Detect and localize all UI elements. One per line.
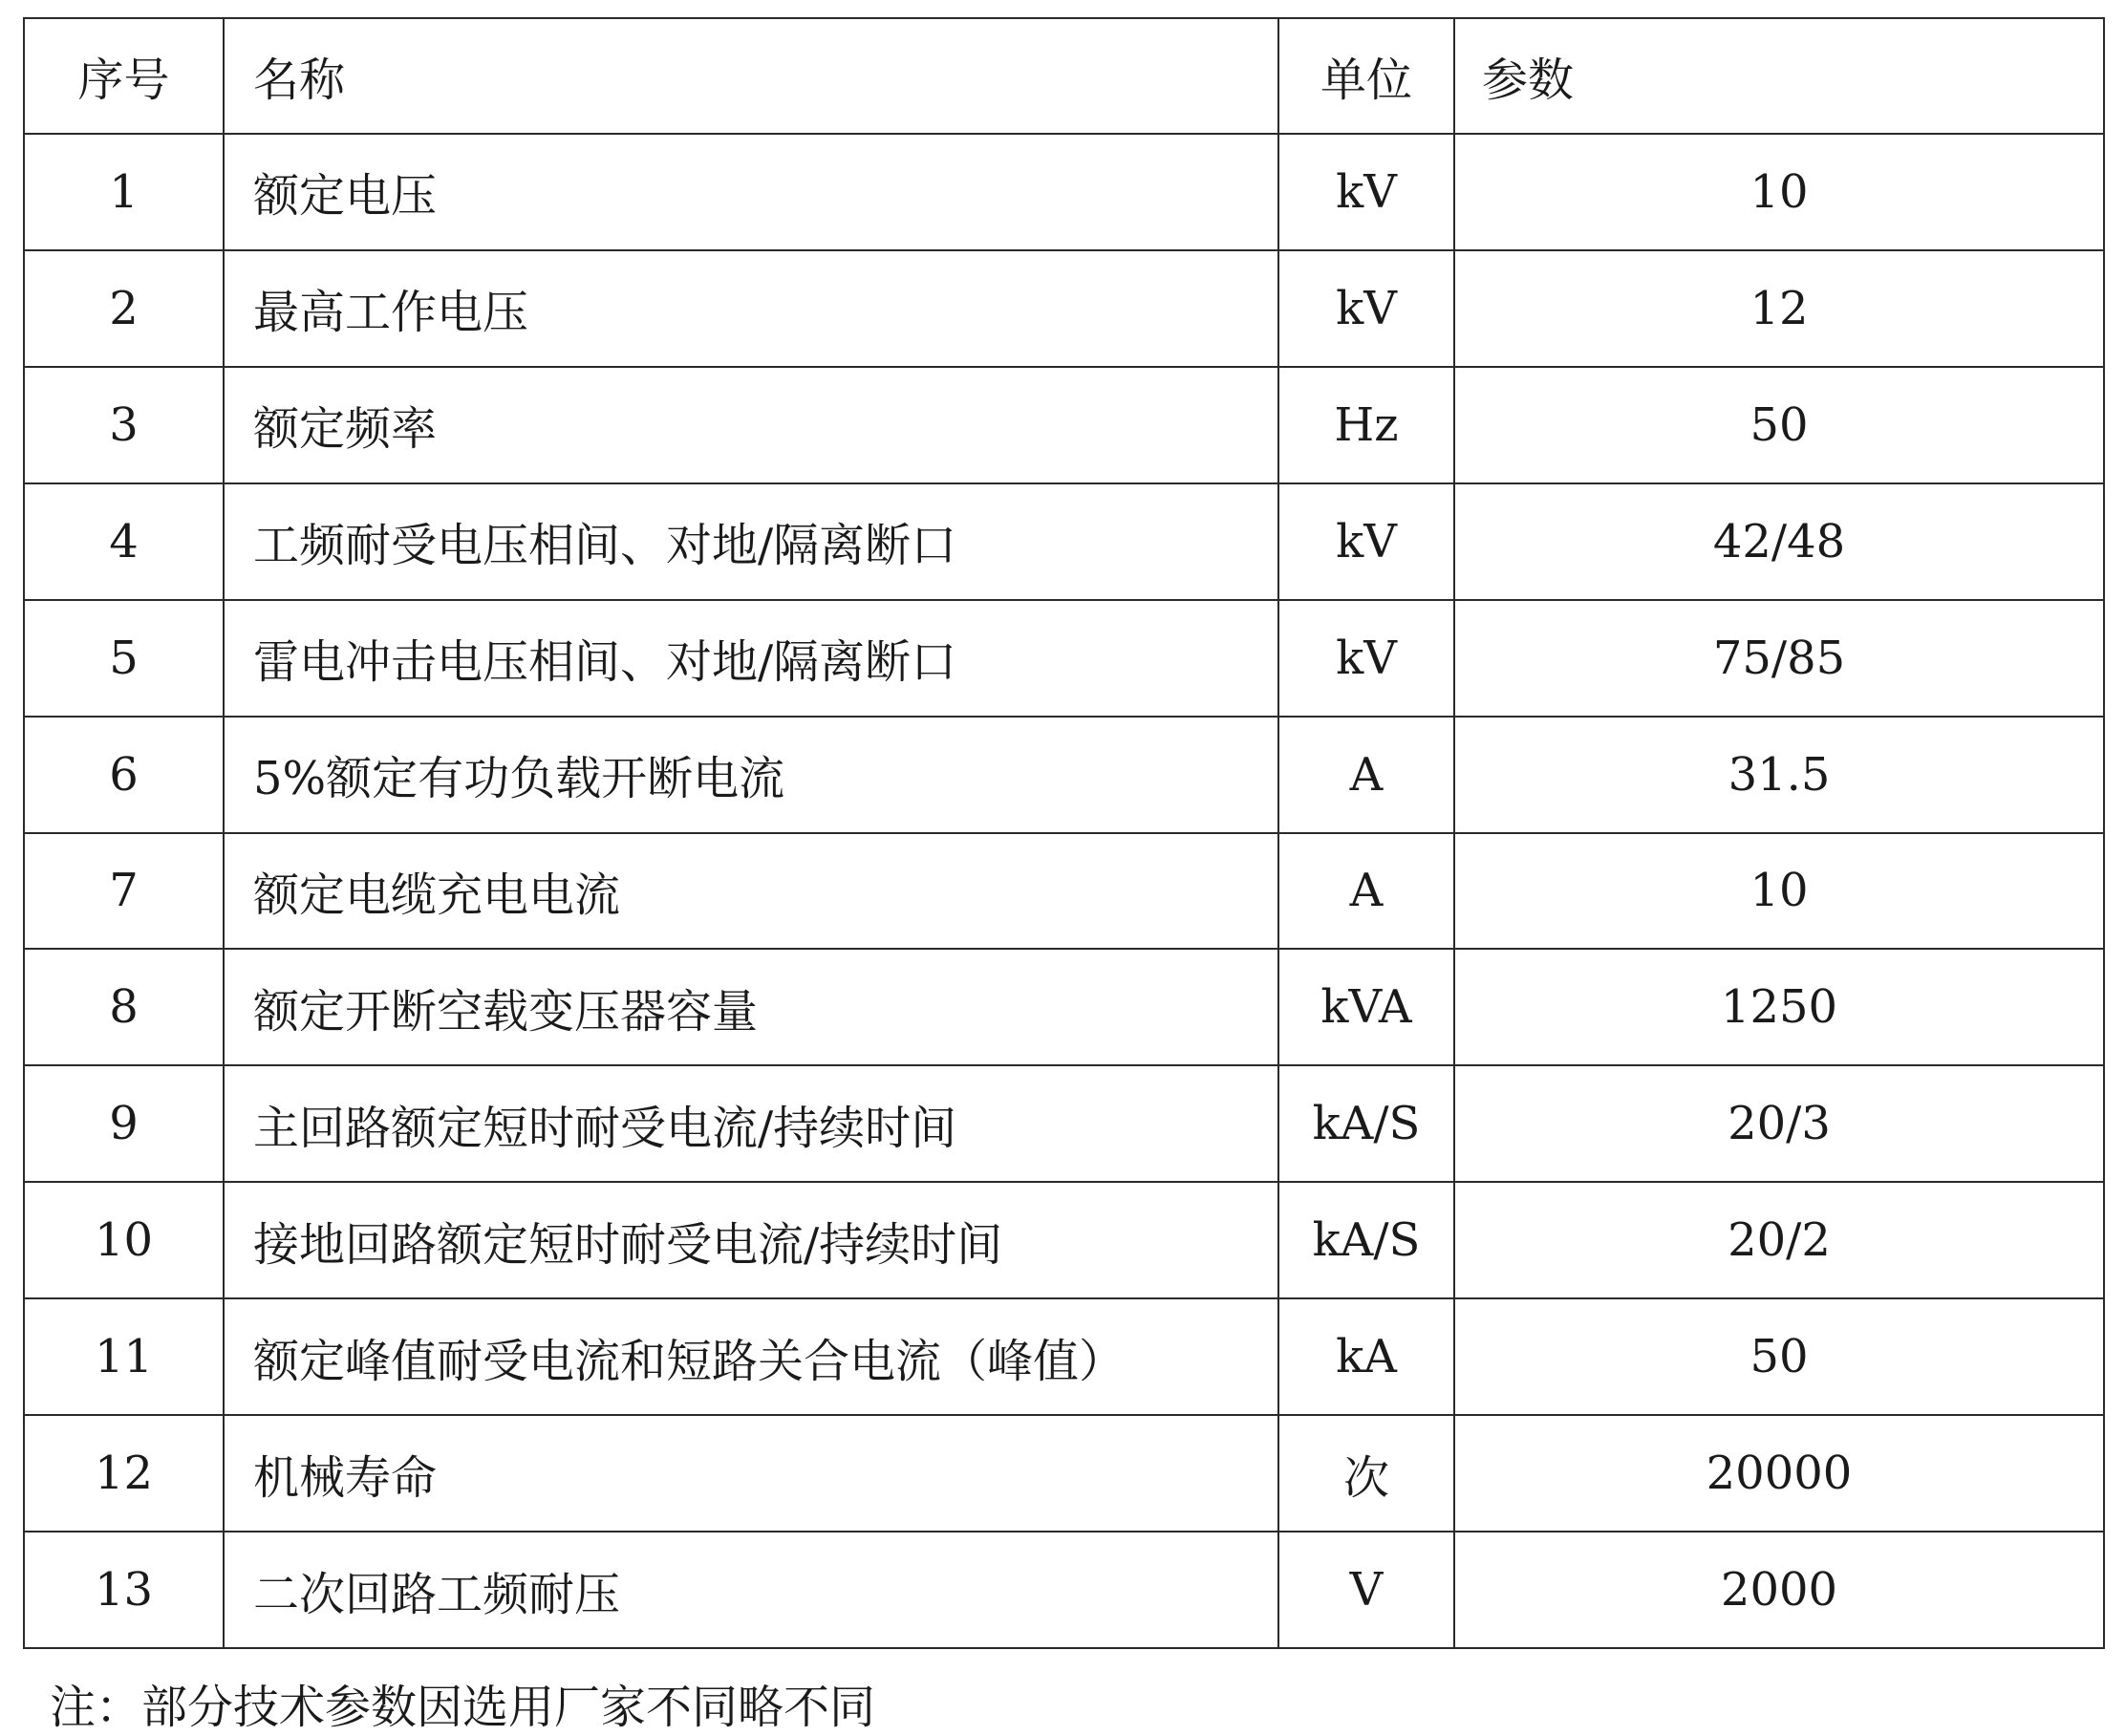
table-row	[24, 949, 2104, 1065]
table-row	[24, 367, 2104, 483]
header-unit: 单位	[1278, 18, 1454, 134]
table-row	[24, 1415, 2104, 1532]
row-unit: V	[1278, 1532, 1454, 1648]
row-param: 75/85	[1454, 600, 2104, 717]
row-param: 31.5	[1454, 717, 2104, 833]
row-number: 9	[24, 1065, 224, 1182]
table-row	[24, 833, 2104, 950]
row-unit: kV	[1278, 134, 1454, 250]
row-number: 1	[24, 134, 224, 250]
table-row	[24, 1182, 2104, 1298]
row-name: 额定电缆充电电流	[224, 833, 1278, 950]
row-number: 6	[24, 717, 224, 833]
row-param: 50	[1454, 1298, 2104, 1415]
spec-table	[23, 17, 2105, 1649]
row-unit: kVA	[1278, 949, 1454, 1065]
row-number: 10	[24, 1182, 224, 1298]
table-row	[24, 134, 2104, 250]
row-unit: kV	[1278, 483, 1454, 600]
row-name: 雷电冲击电压相间、对地/隔离断口	[224, 600, 1278, 717]
row-name: 额定峰值耐受电流和短路关合电流（峰值）	[224, 1298, 1278, 1415]
row-name: 工频耐受电压相间、对地/隔离断口	[224, 483, 1278, 600]
row-param: 20000	[1454, 1415, 2104, 1532]
header-name: 名称	[224, 18, 1278, 134]
row-param: 20/3	[1454, 1065, 2104, 1182]
row-unit: kA/S	[1278, 1182, 1454, 1298]
header-param: 参数	[1454, 18, 2104, 134]
row-number: 2	[24, 250, 224, 367]
row-name: 接地回路额定短时耐受电流/持续时间	[224, 1182, 1278, 1298]
footnote: 注：部分技术参数因选用厂家不同略不同	[50, 1681, 876, 1734]
table-header-row	[24, 18, 2104, 134]
table-row	[24, 483, 2104, 600]
row-name: 额定开断空载变压器容量	[224, 949, 1278, 1065]
row-unit: kA	[1278, 1298, 1454, 1415]
table-row	[24, 1532, 2104, 1648]
row-unit: 次	[1278, 1415, 1454, 1532]
row-number: 5	[24, 600, 224, 717]
header-no: 序号	[24, 18, 224, 134]
row-number: 13	[24, 1532, 224, 1648]
row-param: 12	[1454, 250, 2104, 367]
row-number: 3	[24, 367, 224, 483]
row-unit: kV	[1278, 600, 1454, 717]
row-unit: Hz	[1278, 367, 1454, 483]
row-name: 机械寿命	[224, 1415, 1278, 1532]
table-row	[24, 250, 2104, 367]
row-number: 7	[24, 833, 224, 950]
row-param: 50	[1454, 367, 2104, 483]
row-param: 1250	[1454, 949, 2104, 1065]
row-param: 2000	[1454, 1532, 2104, 1648]
table-row	[24, 717, 2104, 833]
row-number: 4	[24, 483, 224, 600]
row-unit: kA/S	[1278, 1065, 1454, 1182]
row-name: 二次回路工频耐压	[224, 1532, 1278, 1648]
row-param: 10	[1454, 833, 2104, 950]
row-number: 12	[24, 1415, 224, 1532]
row-param: 10	[1454, 134, 2104, 250]
table-row	[24, 1065, 2104, 1182]
row-name: 额定频率	[224, 367, 1278, 483]
row-param: 42/48	[1454, 483, 2104, 600]
table-row	[24, 1298, 2104, 1415]
row-unit: A	[1278, 833, 1454, 950]
row-unit: A	[1278, 717, 1454, 833]
row-name: 额定电压	[224, 134, 1278, 250]
row-name: 最高工作电压	[224, 250, 1278, 367]
row-unit: kV	[1278, 250, 1454, 367]
row-number: 8	[24, 949, 224, 1065]
table-row	[24, 600, 2104, 717]
row-number: 11	[24, 1298, 224, 1415]
row-name: 主回路额定短时耐受电流/持续时间	[224, 1065, 1278, 1182]
row-name: 5%额定有功负载开断电流	[224, 717, 1278, 833]
table-body	[24, 134, 2104, 1648]
row-param: 20/2	[1454, 1182, 2104, 1298]
